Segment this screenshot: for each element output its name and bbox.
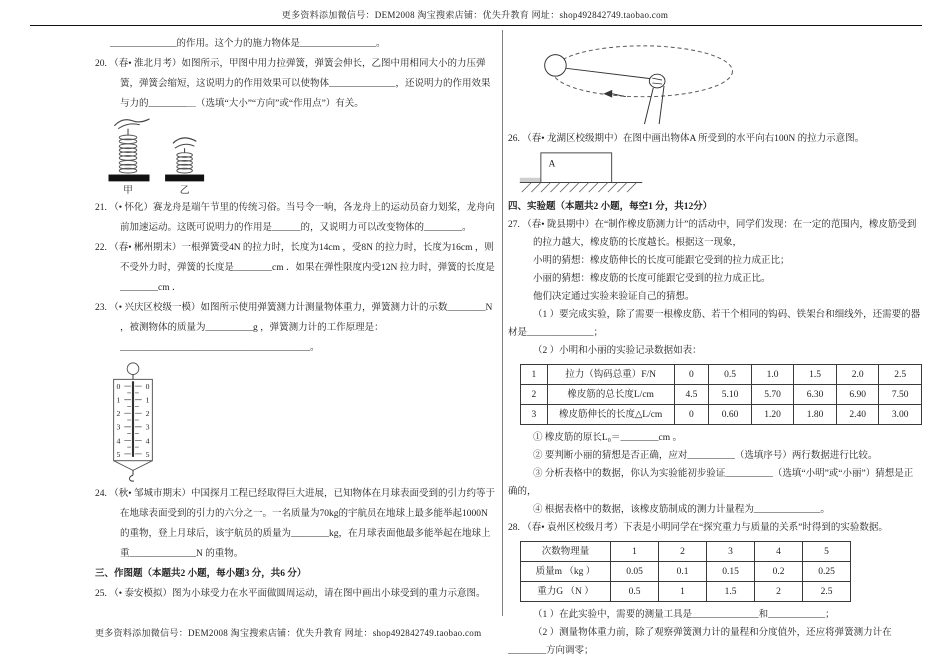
header-rule	[30, 25, 922, 26]
question-27-decide: 他们决定通过实验来验证自己的猜想。	[533, 292, 695, 302]
block-a-label: A	[548, 158, 556, 170]
svg-text:1: 1	[145, 395, 150, 405]
svg-text:4: 4	[145, 436, 150, 446]
table-row: 次数物理量 1 2 3 4 5	[521, 542, 851, 562]
column-divider	[502, 30, 503, 616]
question-20: 20. （春• 淮北月考）如图所示，甲图中用力拉弹簧，弹簧会伸长，乙图中用相同大小的力压弹簧，弹簧会缩短，这说明力的作用效果可以使物体______________，还说明力的作用效果与力的________＿（选填“大小”“方向”或“作用点”）有关。	[95, 59, 491, 109]
jia-spring-pulled	[109, 119, 150, 181]
page-footer-text: 更多资料添加微信号：DEM2008 淘宝搜索店铺：优失升教育 网址：shop492842749.taobao.com	[95, 628, 482, 638]
section-3-heading: 三、作图题（本题共2 小题，每小题3 分，共6 分）	[95, 569, 307, 579]
figure-circular-motion	[510, 38, 922, 128]
question-25: 25. （• 泰安模拟）图为小球受力在水平面做圆周运动，请在图中画出小球受到的重力示意图。	[95, 589, 486, 599]
question-19-continuation: ______________的作用。这个力的施力物体是________________。	[110, 39, 386, 49]
q27-data-table	[520, 364, 922, 425]
question-28-item1: （1 ）在此实验中，需要的测量工具是______________和____________；	[533, 610, 835, 620]
hand-icon	[644, 74, 665, 124]
svg-text:0: 0	[116, 382, 121, 392]
hand-icon	[175, 144, 195, 148]
question-24: 24. （秋• 邹城市期末）中国探月工程已经取得巨大进展，已知物体在月球表面受到的引力约等于在地球表面受到的引力的六分之一。一名质量为70kg的宇航员在地球上最多能举起1000N 的重物，登上月球后，该宇航员的质量为________kg，在月球表面他最多能举起在地球上重______________N 的重物。	[95, 489, 495, 559]
figure-springs	[99, 116, 495, 196]
question-27-guess-xiaoming: 小明的猜想：橡皮筋伸长的长度可能跟它受到的拉力成正比；	[533, 256, 790, 266]
hand-icon	[114, 119, 149, 126]
label-jia: 甲	[123, 185, 133, 196]
left-column	[95, 34, 495, 604]
svg-text:2: 2	[116, 409, 121, 419]
svg-text:5: 5	[145, 449, 150, 459]
question-27-item2: （2 ）小明和小丽的实验记录数据如表：	[533, 346, 702, 356]
dynamometer-base	[114, 461, 153, 471]
dashed-orbit	[553, 46, 733, 97]
ground-hatching	[522, 183, 637, 193]
table-row: 1 拉力（钩码总重）F/N 0 0.5 1.0 1.5 2.0 2.5	[521, 365, 922, 385]
question-27-item1: （1 ）要完成实验，除了需要一根橡皮筋、若干个相同的钩码、铁架台和细线外，还需要的器材是______________；	[508, 310, 921, 338]
question-27-guess-xiaoli: 小丽的猜想：橡皮筋的长度可能跟它受到的拉力成正比。	[533, 274, 771, 284]
question-23: 23. （• 兴庆区校级一模）如图所示使用弹簧测力计测量物体重力，弹簧测力计的示数________N ，被测物体的质量为__________g ，弹簧测力计的工作原理是：________________________________________。	[95, 303, 493, 353]
question-21: 21. （• 怀化）赛龙舟是端午节里的传统习俗。当号令一响，各龙舟上的运动员奋力划桨，龙舟向前加速运动。这既可说明力的作用是______的，又说明力可以改变物体的________。	[95, 203, 495, 233]
question-27-sub1: ① 橡皮筋的原长L₀＝________cm 。	[533, 433, 682, 443]
dynamometer-hook	[129, 475, 133, 481]
question-27-sub4: ④ 根据表格中的数据，该橡皮筋制成的测力计量程为______________。	[533, 505, 830, 515]
q28-data-table	[520, 541, 851, 602]
svg-text:5: 5	[116, 449, 121, 459]
question-26: 26. （春• 龙湖区校级期中）在图中画出物体A 所受到的水平向右100N 的拉力示意图。	[508, 134, 865, 144]
svg-text:4: 4	[116, 436, 121, 446]
svg-text:0: 0	[145, 382, 150, 392]
table-row: 3 橡皮筋伸长的长度△L/cm 0 0.60 1.20 1.80 2.40 3.00	[521, 405, 922, 425]
question-27-sub3: ③ 分析表格中的数据，你认为实验能初步验证__________（选填“小明”或“小丽”）猜想是正确的，	[508, 469, 914, 497]
page-header-text: 更多资料添加微信号：DEM2008 淘宝搜索店铺：优失升教育 网址：shop492842749.taobao.com	[281, 10, 669, 20]
svg-text:1: 1	[116, 395, 121, 405]
figure-dynamometer	[105, 360, 495, 482]
yi-spring-pressed	[165, 138, 204, 181]
string	[566, 68, 654, 79]
section-4-heading: 四、实验题（本题共2 小题，每空1 分，共12分）	[508, 202, 713, 212]
svg-text:2: 2	[145, 409, 150, 419]
question-27-intro: 27. （春• 陇县期中）在“制作橡皮筋测力计”的活动中，同学们发现：在一定的范围内，橡皮筋受到的拉力越大，橡皮筋的长度越长。根据这一现象，	[508, 220, 917, 248]
question-22: 22. （春• 郴州期末）一根弹簧受4N 的拉力时，长度为14cm ，受8N 的拉力时，长度为16cm ，则不受外力时，弹簧的长度是________cm ．如果在弹性限度内受12N 拉力时，弹簧的长度是________cm ．	[95, 243, 495, 293]
table-row: 2 橡皮筋的总长度L/cm 4.5 5.10 5.70 6.30 6.90 7.50	[521, 385, 922, 405]
ball	[545, 55, 567, 77]
question-28-intro: 28. （春• 袁州区校级月考）下表是小明同学在“探究重力与质量的关系”时得到的实验数据。	[508, 523, 888, 533]
table-row: 重力G （N ） 0.5 1 1.5 2 2.5	[521, 582, 851, 602]
svg-text:3: 3	[116, 422, 121, 432]
hand-icon	[118, 124, 139, 129]
table-row: 质量m （kg ） 0.05 0.1 0.15 0.2 0.25	[521, 562, 851, 582]
dynamometer-ring	[127, 363, 139, 375]
figure-block-a	[518, 150, 922, 194]
hand-icon	[173, 138, 196, 143]
label-yi: 乙	[179, 185, 190, 196]
svg-text:3: 3	[145, 422, 150, 432]
question-28-item2: （2 ）测量物体重力前，除了观察弹簧测力计的量程和分度值外，还应将弹簧测力计在________方向调零；	[508, 628, 892, 656]
right-column	[508, 36, 922, 660]
question-27-sub2: ② 要判断小丽的猜想是否正确，应对__________（选填序号）两行数据进行比较。	[533, 451, 878, 461]
